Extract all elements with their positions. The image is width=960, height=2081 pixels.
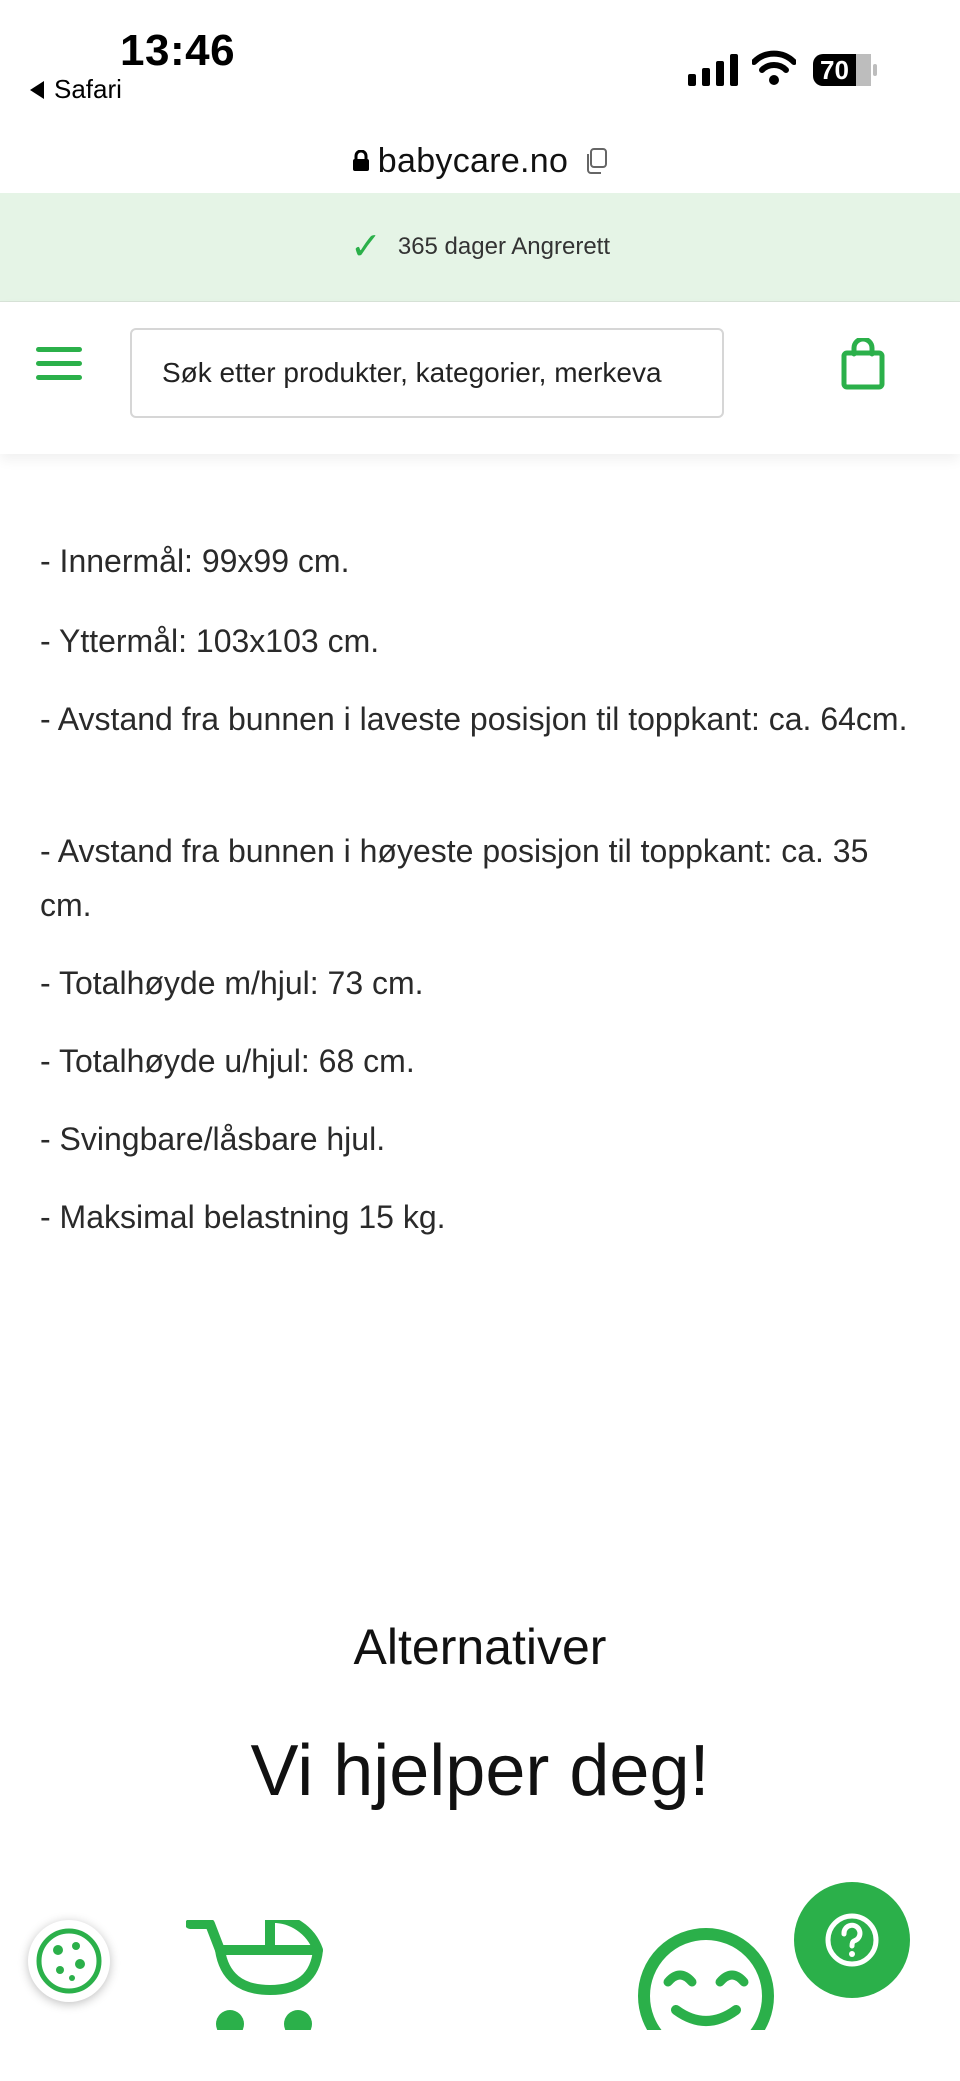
lock-icon [352, 150, 370, 172]
return-policy-banner [0, 193, 960, 302]
spec-item: - Totalhøyde m/hjul: 73 cm. [40, 965, 424, 1001]
spec-item: - Innermål: 99x99 cm. [40, 543, 350, 579]
help-heading: Vi hjelper deg! [250, 1731, 710, 1811]
address-bar[interactable] [0, 130, 960, 192]
back-to-safari-link[interactable] [30, 74, 122, 105]
cellular-signal-icon [688, 54, 738, 86]
battery-icon [812, 53, 878, 87]
spec-item: - Totalhøyde u/hjul: 68 cm. [40, 1043, 415, 1079]
battery-level: 70 [820, 55, 849, 85]
smiley-face-icon [636, 1924, 776, 2030]
shopping-bag-icon[interactable] [840, 338, 886, 390]
alternatives-heading: Alternativer [353, 1619, 607, 1675]
stroller-icon [186, 1920, 326, 2030]
search-placeholder: Søk etter produkter, kategorier, merkeva [162, 357, 662, 388]
search-input[interactable] [130, 328, 724, 418]
url-text: babycare.no [377, 141, 569, 180]
status-time: 13:46 [120, 26, 236, 75]
checkmark-icon: ✓ [350, 226, 382, 268]
cookie-icon [34, 1926, 104, 1996]
help-chat-button[interactable] [794, 1882, 910, 1998]
spec-item: - Maksimal belastning 15 kg. [40, 1199, 446, 1235]
hamburger-menu-icon[interactable] [36, 347, 82, 381]
cookie-settings-button[interactable] [28, 1920, 110, 2002]
spec-item: - Svingbare/låsbare hjul. [40, 1121, 386, 1157]
spec-item: - Yttermål: 103x103 cm. [40, 623, 380, 659]
wifi-icon [752, 48, 796, 88]
question-mark-icon [824, 1912, 880, 1968]
back-arrow-icon [30, 81, 44, 99]
copy-icon[interactable] [584, 148, 608, 174]
spec-item: - Avstand fra bunnen i høyeste posisjon til toppkant: ca. 35 cm. [40, 833, 869, 923]
spec-item: - Avstand fra bunnen i laveste posisjon til toppkant: ca. 64cm. [40, 701, 908, 737]
back-app-label: Safari [54, 74, 122, 104]
banner-text: 365 dager Angrerett [397, 233, 610, 260]
